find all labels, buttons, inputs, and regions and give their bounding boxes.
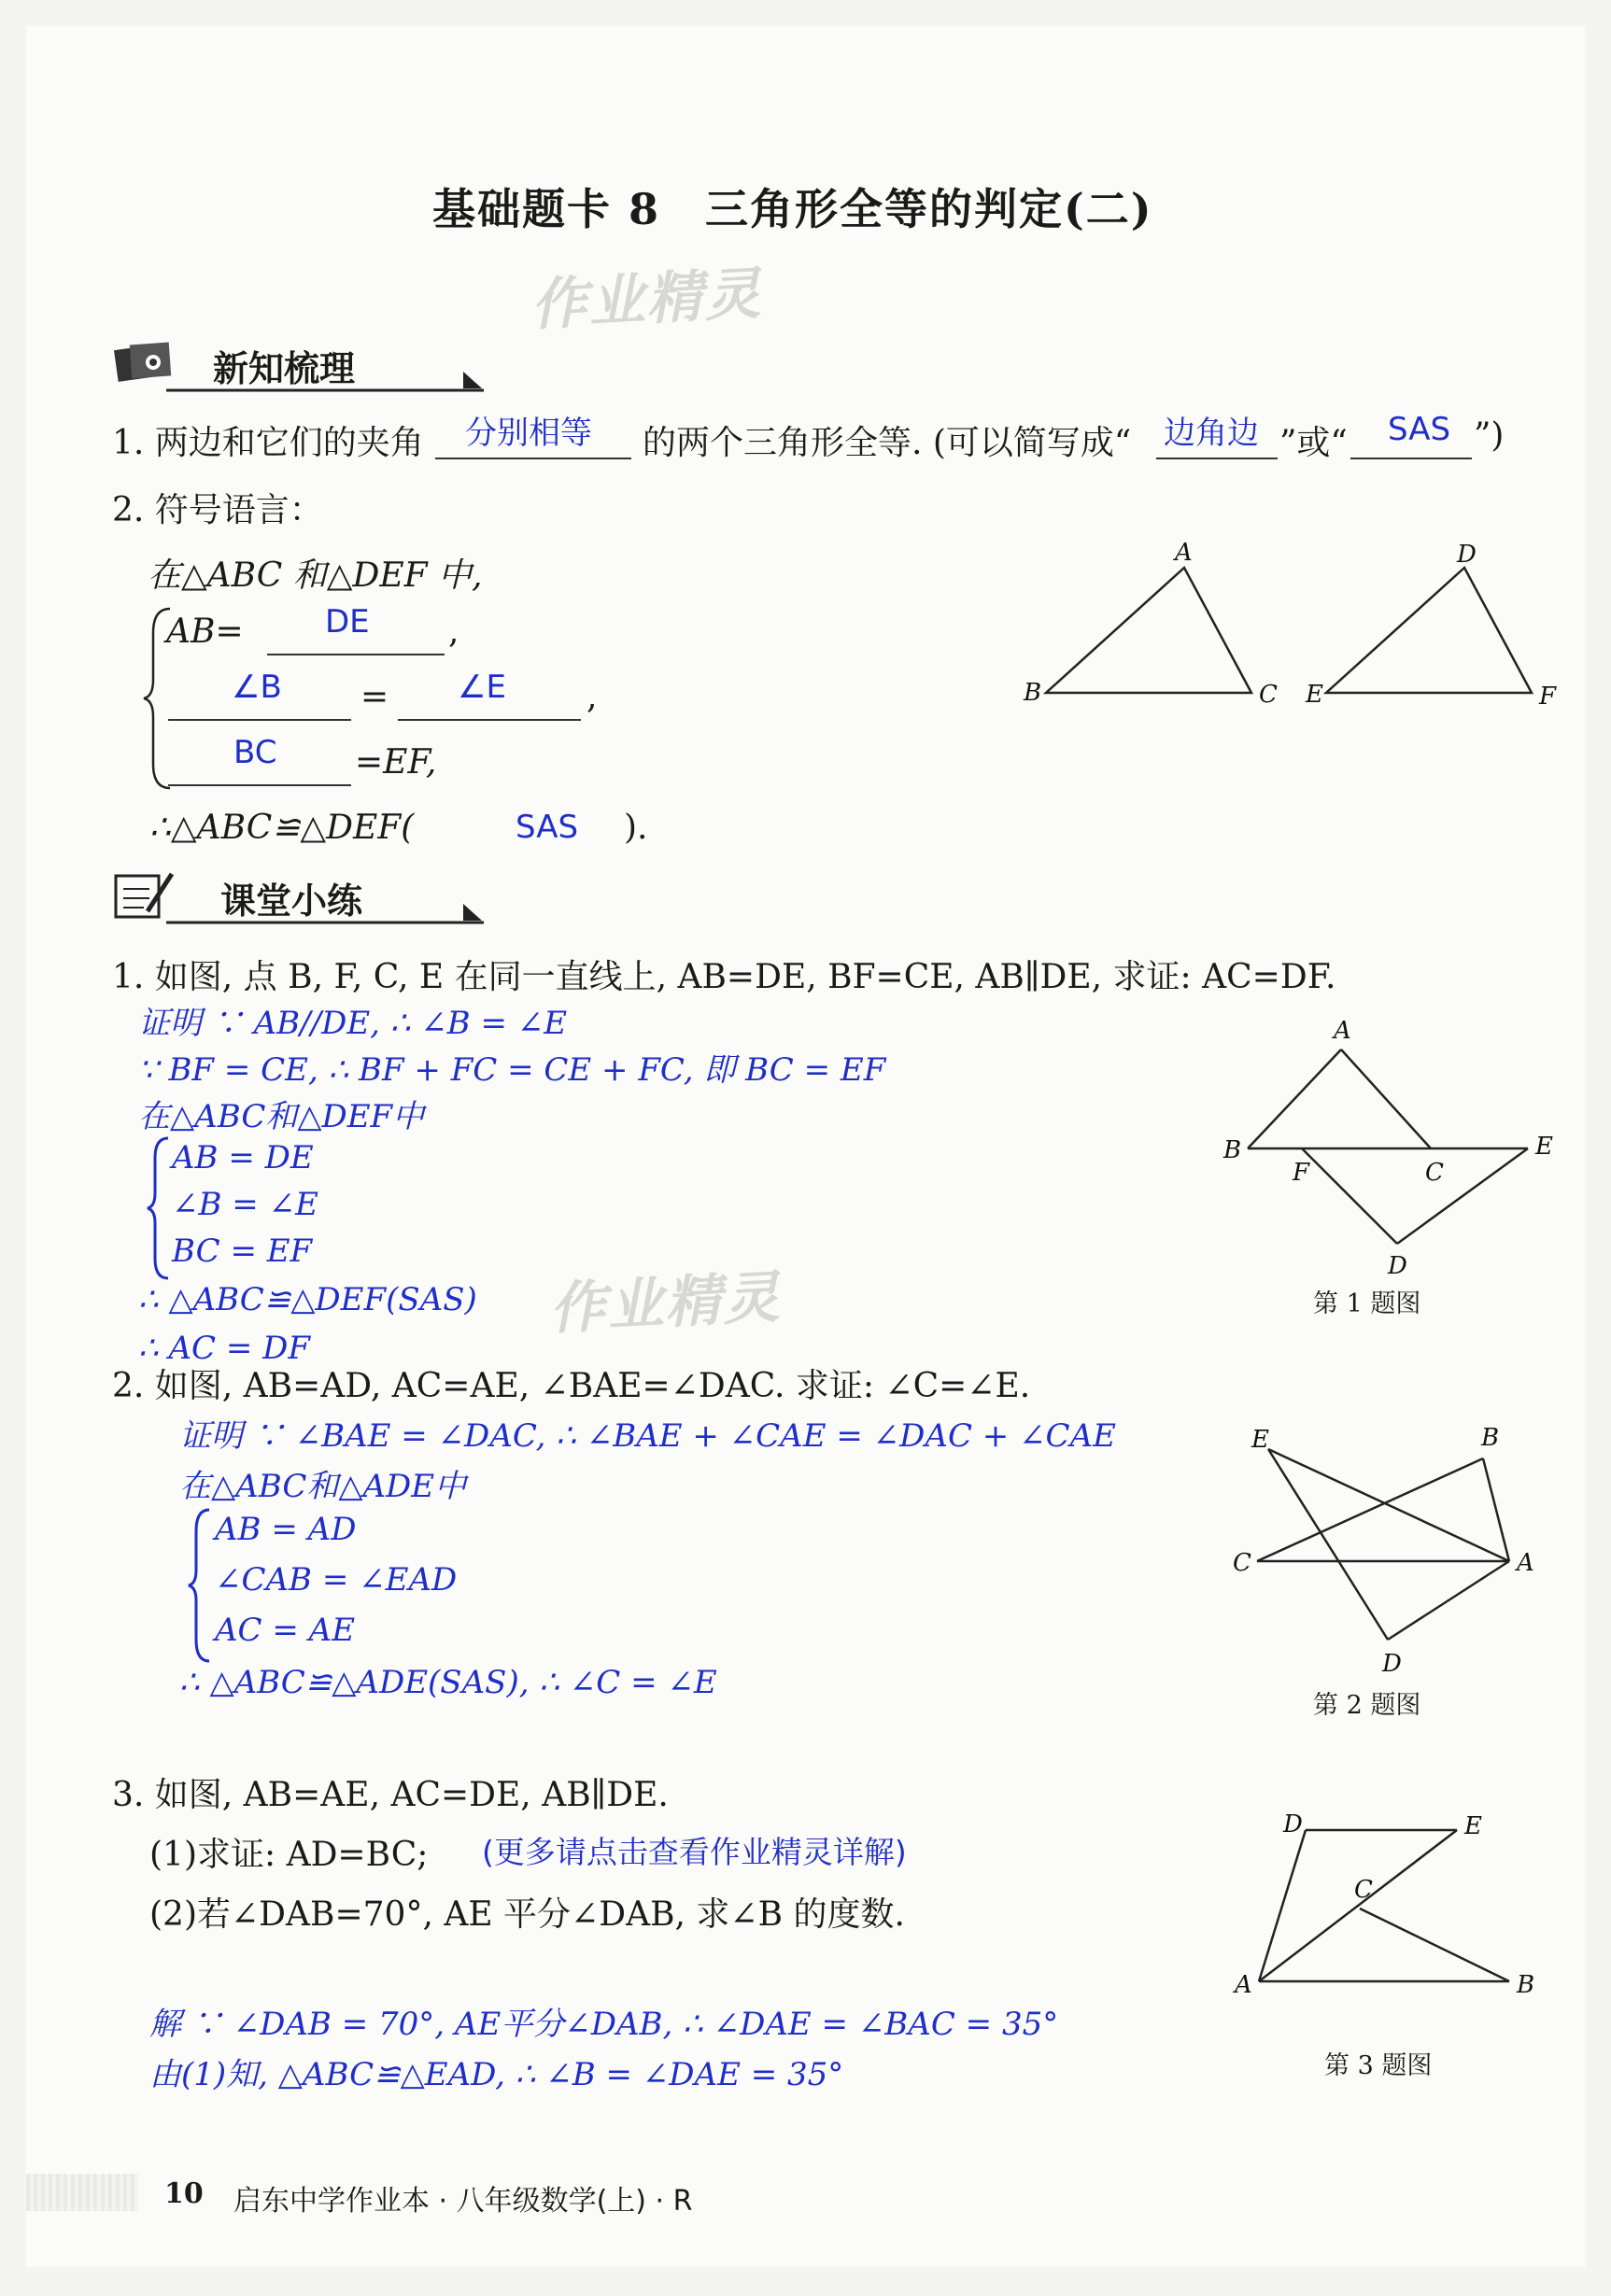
book-title: 启东中学作业本 · 八年级数学(上) · R — [233, 2185, 693, 2218]
answer-3: SAS — [1388, 411, 1451, 448]
answer-de: DE — [325, 603, 370, 641]
label-E: E — [1306, 681, 1323, 709]
figure-q3 — [1212, 1800, 1567, 2024]
blank-line — [267, 654, 445, 655]
q1-proof-line: ∴ △ABC≌△DEF(SAS) — [138, 1281, 477, 1318]
conclusion-end: ). — [624, 809, 648, 847]
blank-line — [398, 719, 581, 721]
label-E: E — [1464, 1812, 1482, 1840]
q2-proof-line: ∴ △ABC≌△ADE(SAS), ∴ ∠C = ∠E — [179, 1664, 717, 1701]
page-number: 10 — [164, 2177, 204, 2210]
q3-detail-link[interactable]: (更多请点击查看作业精灵详解) — [482, 1834, 907, 1870]
label-D: D — [1382, 1650, 1402, 1678]
review-item1-mid: 的两个三角形全等. (可以简写成“ — [643, 424, 1132, 462]
answer-1: 分别相等 — [465, 415, 592, 452]
label-E: E — [1535, 1133, 1553, 1161]
section-label-practice: 课堂小练 — [220, 880, 363, 922]
q3-solution-line: 由(1)知, △ABC≌△EAD, ∴ ∠B = ∠DAE = 35° — [149, 2056, 844, 2093]
label-C: C — [1354, 1876, 1373, 1904]
answer-2: 边角边 — [1164, 415, 1259, 452]
review-item2-head: 2. 符号语言： — [112, 491, 323, 529]
brace — [187, 1507, 215, 1664]
q1-proof-line: 在△ABC和△DEF中 — [138, 1098, 425, 1135]
q2-proof-line: 证明 ∵ ∠BAE = ∠DAC, ∴ ∠BAE + ∠CAE = ∠DAC + ∠CAE — [179, 1417, 1116, 1455]
label-B: B — [1517, 1971, 1535, 1999]
brace — [146, 1135, 174, 1281]
answer-bc: BC — [233, 734, 277, 771]
label-B: B — [1481, 1424, 1500, 1452]
page-title: 基础题卡 8 三角形全等的判定(二) — [432, 184, 1153, 234]
watermark: 作业精灵 — [529, 261, 764, 339]
section-underline — [166, 372, 484, 392]
q1-proof-line: ∠B = ∠E — [172, 1186, 318, 1223]
figure-two-triangles — [988, 530, 1567, 736]
q1-proof-line: AB = DE — [172, 1139, 314, 1176]
q1-proof-line: 证明 ∵ AB//DE, ∴ ∠B = ∠E — [138, 1005, 568, 1042]
answer-sas: SAS — [516, 809, 579, 846]
q3-sub1: (1)求证: AD=BC; — [149, 1836, 429, 1874]
label-F: F — [1293, 1159, 1310, 1187]
q1-proof-line: ∴ AC = DF — [138, 1330, 310, 1367]
label-E: E — [1251, 1426, 1269, 1454]
q1-proof-line: BC = EF — [172, 1233, 313, 1270]
watermark: 作业精灵 — [547, 1264, 783, 1343]
section-underline — [166, 904, 484, 924]
answer-angle-e: ∠E — [458, 669, 506, 706]
answer-angle-b: ∠B — [232, 669, 282, 706]
label-A: A — [1517, 1549, 1534, 1577]
q1-proof-line: ∵ BF = CE, ∴ BF + FC = CE + FC, 即 BC = EF — [138, 1051, 886, 1089]
q2-proof-line: 在△ABC和△ADE中 — [179, 1468, 467, 1505]
sys-line1-pre: AB= — [166, 613, 244, 651]
q2-proof-line: AC = AE — [215, 1612, 356, 1649]
q3-caption: 第 3 题图 — [1324, 2051, 1433, 2080]
label-D: D — [1283, 1810, 1303, 1838]
sys-line2-eq: = — [360, 678, 389, 716]
q3-solution-line: 解 ∵ ∠DAB = 70°, AE平分∠DAB, ∴ ∠DAE = ∠BAC = 35° — [149, 2006, 1059, 2043]
blank-line — [168, 719, 351, 721]
q2-proof-line: ∠CAB = ∠EAD — [215, 1561, 458, 1599]
review-item1-end: ”) — [1474, 416, 1505, 455]
sys-line2-end: , — [586, 678, 598, 716]
q2-caption: 第 2 题图 — [1313, 1691, 1421, 1720]
review-item2-intro: 在△ABC 和△DEF 中, — [148, 556, 483, 595]
blank-line — [435, 458, 631, 459]
label-C: C — [1259, 681, 1278, 709]
review-item1-pre: 1. 两边和它们的夹角 — [112, 424, 424, 462]
blank-line — [1350, 458, 1472, 459]
label-B: B — [1024, 679, 1042, 707]
footer-decoration — [26, 2174, 138, 2211]
section-header-review — [110, 334, 465, 390]
q2-text: 2. 如图, AB=AD, AC=AE, ∠BAE=∠DAC. 求证: ∠C=∠E. — [112, 1367, 1031, 1405]
label-A: A — [1334, 1017, 1351, 1045]
label-C: C — [1233, 1549, 1251, 1577]
blank-line — [1156, 458, 1278, 459]
q3-text: 3. 如图, AB=AE, AC=DE, AB∥DE. — [112, 1776, 669, 1814]
q1-caption: 第 1 题图 — [1313, 1289, 1421, 1318]
figure-q2 — [1212, 1399, 1567, 1679]
conclusion-pre: ∴△ABC≌△DEF( — [149, 809, 415, 847]
blank-line — [168, 784, 351, 786]
label-F: F — [1539, 683, 1557, 711]
figure-q1 — [1203, 997, 1558, 1277]
label-A: A — [1175, 539, 1193, 567]
review-item1-mid2: ”或“ — [1279, 424, 1348, 462]
section-header-practice — [110, 866, 465, 923]
q1-text: 1. 如图, 点 B, F, C, E 在同一直线上, AB=DE, BF=CE, AB∥DE, 求证: AC=DF. — [112, 958, 1336, 996]
label-D: D — [1388, 1252, 1407, 1277]
section-label-review: 新知梳理 — [213, 348, 356, 389]
q3-sub2: (2)若∠DAB=70°, AE 平分∠DAB, 求∠B 的度数. — [149, 1895, 905, 1934]
label-A: A — [1235, 1971, 1252, 1999]
label-B: B — [1223, 1136, 1242, 1164]
sys-line1-end: , — [448, 613, 459, 651]
label-D: D — [1457, 541, 1477, 569]
worksheet-page — [26, 26, 1586, 2267]
q2-proof-line: AB = AD — [215, 1511, 357, 1548]
sys-line3-end: =EF, — [355, 743, 437, 782]
label-C: C — [1425, 1159, 1444, 1187]
